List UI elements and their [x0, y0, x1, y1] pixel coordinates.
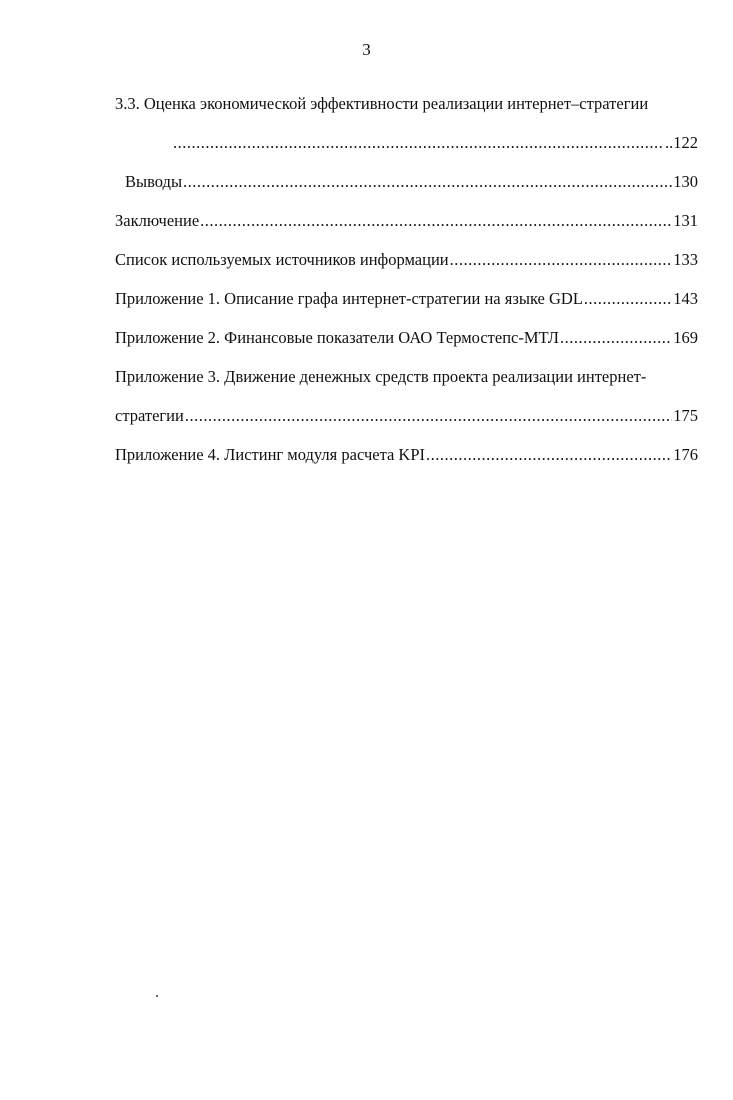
- toc-item-page: 175: [673, 406, 698, 425]
- toc-dot-leader: [200, 211, 672, 231]
- toc-dot-leader: [173, 133, 664, 153]
- toc-item-page: 176: [673, 445, 698, 464]
- toc-item-label: Приложение 3. Движение денежных средств проекта реализации интернет-: [115, 367, 647, 386]
- toc-item-page: 130: [673, 172, 698, 191]
- table-of-contents: [115, 94, 698, 484]
- toc-item-page: ..122: [665, 133, 698, 152]
- toc-dot-leader: [450, 250, 673, 270]
- scan-speck: [156, 995, 158, 997]
- toc-item-label: Заключение: [115, 211, 200, 230]
- toc-item-3-3-title: [115, 94, 698, 133]
- toc-item-label: Выводы: [125, 172, 183, 191]
- toc-item-label: Приложение 1. Описание графа интернет-стратегии на языке GDL: [115, 289, 583, 308]
- toc-dot-leader: [426, 445, 672, 465]
- toc-item-label: стратегии: [115, 406, 184, 425]
- toc-dot-leader: [584, 289, 672, 309]
- toc-item-sources: [115, 250, 698, 289]
- toc-item-label: Приложение 2. Финансовые показатели ОАО Термостепс-МТЛ: [115, 328, 559, 347]
- toc-item-label: 3.3. Оценка экономической эффективности реализации интернет–стратегии: [115, 94, 649, 113]
- toc-item-page: 143: [673, 289, 698, 308]
- toc-dot-leader: [560, 328, 672, 348]
- toc-item-appendix-3-continuation: [115, 406, 698, 445]
- toc-item-page: 169: [673, 328, 698, 347]
- toc-item-page: 131: [673, 211, 698, 230]
- toc-item-appendix-4: [115, 445, 698, 484]
- page-number: 3: [362, 40, 371, 59]
- toc-item-label: Приложение 4. Листинг модуля расчета KPI: [115, 445, 426, 464]
- toc-item-conclusions: [115, 172, 698, 211]
- toc-item-page: 133: [673, 250, 698, 269]
- toc-item-3-3-dots-line: [115, 133, 698, 172]
- toc-dot-leader: [185, 406, 672, 426]
- toc-item-appendix-2: [115, 328, 698, 367]
- toc-item-final: [115, 211, 698, 250]
- toc-item-appendix-3-title: [115, 367, 698, 406]
- toc-item-label: Список используемых источников информации: [115, 250, 449, 269]
- toc-item-appendix-1: [115, 289, 698, 328]
- toc-dot-leader: [183, 172, 672, 192]
